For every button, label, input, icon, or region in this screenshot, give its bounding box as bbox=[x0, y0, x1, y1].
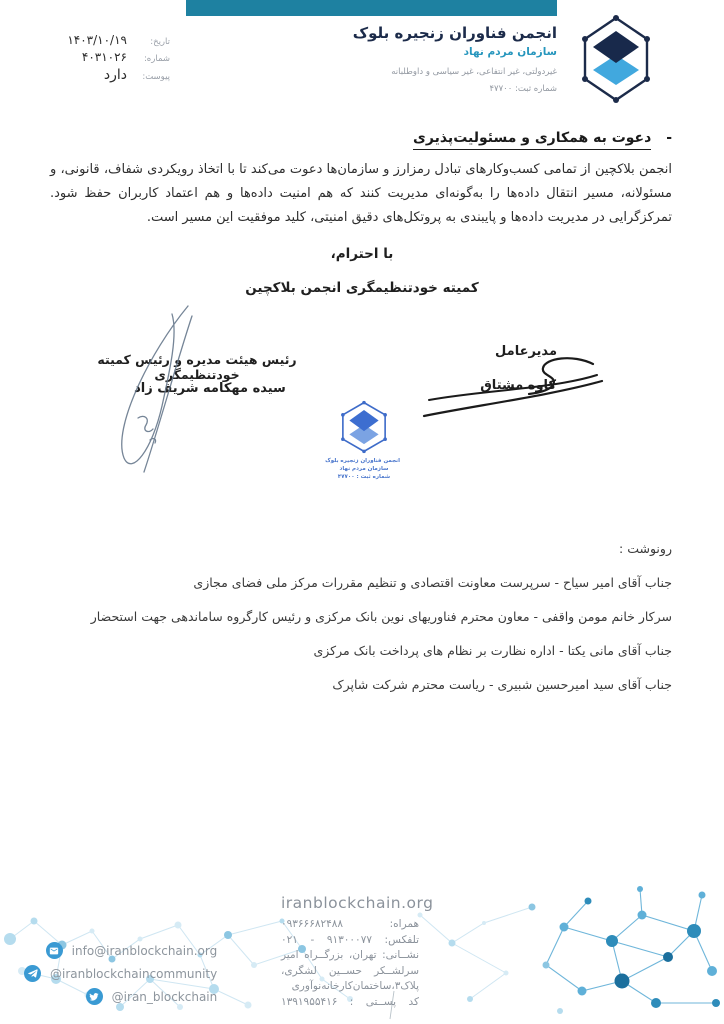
email-icon bbox=[46, 942, 63, 959]
twitter-row[interactable] bbox=[24, 988, 217, 1005]
meta-attachment-row bbox=[50, 67, 170, 83]
salutation: با احترام، bbox=[330, 246, 394, 262]
number-value: ۴۰۳۱۰۲۶ bbox=[81, 50, 127, 64]
cc-section bbox=[52, 532, 672, 702]
cc-label: رونوشت : bbox=[619, 541, 672, 556]
address-line-3: پلاک۳،ساختمان‌کارخانه‌نوآوری bbox=[291, 980, 419, 992]
stamp-line-1: انجمن فناوران زنجیره بلوک bbox=[325, 458, 400, 464]
letter-meta bbox=[50, 33, 170, 86]
telefax-line: تلفکس: ۹۱۳۰۰۰۷۷ - ۰۲۱ bbox=[281, 933, 419, 946]
attachment-label: پیوست: bbox=[142, 72, 170, 82]
address-line-2: سرلشــکر حســین لشگری، bbox=[281, 964, 419, 977]
org-description: غیردولتی، غیر انتفاعی، غیر سیاسی و داوطلبانه bbox=[391, 67, 557, 77]
signature-right-title: مدیرعامل bbox=[495, 344, 557, 359]
subject-line bbox=[413, 130, 672, 146]
org-name: انجمن فناوران زنجیره بلوک bbox=[352, 24, 557, 42]
footer-socials bbox=[24, 942, 217, 1011]
attachment-value: دارد bbox=[103, 67, 127, 83]
cc-item: جناب آقای سید امیرحسین شبیری - ریاست محترم شرکت شاپرک bbox=[332, 677, 672, 692]
twitter-icon bbox=[86, 988, 103, 1005]
cc-item: سرکار خانم مومن واقفی - معاون محترم فناوریهای نوین بانک مرکزی و رئیس کارگروه ساماندهی جهت استحضار bbox=[90, 609, 672, 624]
cc-item: جناب آقای مانی یکتا - اداره نظارت بر نظام های پرداخت بانک مرکزی bbox=[313, 643, 672, 658]
telegram-icon bbox=[24, 965, 41, 982]
telegram-text[interactable]: @iranblockchaincommunity bbox=[50, 966, 218, 981]
subject-dash: - bbox=[666, 130, 672, 146]
org-registration-number: شماره ثبت: ۴۷۷۰۰ bbox=[489, 84, 557, 94]
signature-right-name: کاوه مشتاق bbox=[480, 378, 556, 393]
org-header bbox=[317, 24, 557, 94]
signature-right-scribble bbox=[421, 348, 606, 420]
address-line-1: نشــانی: تهران، بزرگــراه امیر bbox=[281, 949, 419, 961]
meta-date-row bbox=[50, 33, 170, 47]
cc-item: جناب آقای امیر سیاح - سرپرست معاونت اقتصادی و تنظیم مقررات مرکز ملی فضای مجازی bbox=[193, 575, 672, 590]
official-stamp bbox=[325, 399, 400, 481]
signature-left-name: سیده مهکامه شریف زاد bbox=[134, 381, 286, 396]
signature-left-scribble bbox=[92, 300, 227, 478]
stamp-logo-icon bbox=[338, 399, 390, 455]
mobile-line: همراه: ۰۹۳۶۶۶۸۲۴۸۸ bbox=[281, 918, 419, 930]
stamp-line-2: سازمان مردم نهاد bbox=[339, 466, 389, 472]
meta-number-row bbox=[50, 50, 170, 64]
header-accent-bar bbox=[186, 0, 557, 16]
org-type: سازمان مردم نهاد bbox=[463, 46, 557, 58]
email-text[interactable]: info@iranblockchain.org bbox=[71, 943, 218, 958]
website-link[interactable]: iranblockchain.org bbox=[281, 894, 434, 912]
twitter-text[interactable]: @iran_blockchain bbox=[111, 989, 218, 1004]
number-label: شماره: bbox=[143, 54, 170, 64]
subject-text: دعوت به همکاری و مسئولیت‌پذیری bbox=[413, 130, 651, 150]
postal-code-line: کد پســتی : ۱۳۹۱۹۵۵۴۱۶ bbox=[281, 995, 419, 1008]
letter-body-paragraph: انجمن بلاکچین از تمامی کسب‌وکارهای تبادل رمزارز و سازمان‌ها دعوت می‌کند تا با اتخاذ رویکردی شفاف، قانونی، و مسئولانه، مسیر انتقال داده‌ها را به‌گونه‌ای مدیریت کنند که هم امنیت داده‌ها و هم اعتماد کاربران حفظ شود. تمرکزگرایی در مدیریت داده‌ها و پایبندی به پروتکل‌های دقیق امنیتی، کلید موفقیت این مسیر است. bbox=[50, 162, 672, 225]
org-logo-icon bbox=[578, 13, 654, 105]
signature-left-title: رئیس هیئت مدیره و رئیس کمیته خودتنظیمگری bbox=[97, 352, 297, 382]
date-label: تاریخ: bbox=[150, 37, 170, 47]
date-value: ۱۴۰۳/۱۰/۱۹ bbox=[67, 33, 127, 47]
committee-name: کمیته خودتنظیمگری انجمن بلاکچین bbox=[245, 280, 479, 296]
telegram-row[interactable] bbox=[24, 965, 217, 982]
email-row[interactable] bbox=[24, 942, 217, 959]
footer-contact bbox=[281, 894, 434, 1010]
stamp-line-3: شماره ثبت : ۴۷۷۰۰ bbox=[337, 474, 391, 480]
